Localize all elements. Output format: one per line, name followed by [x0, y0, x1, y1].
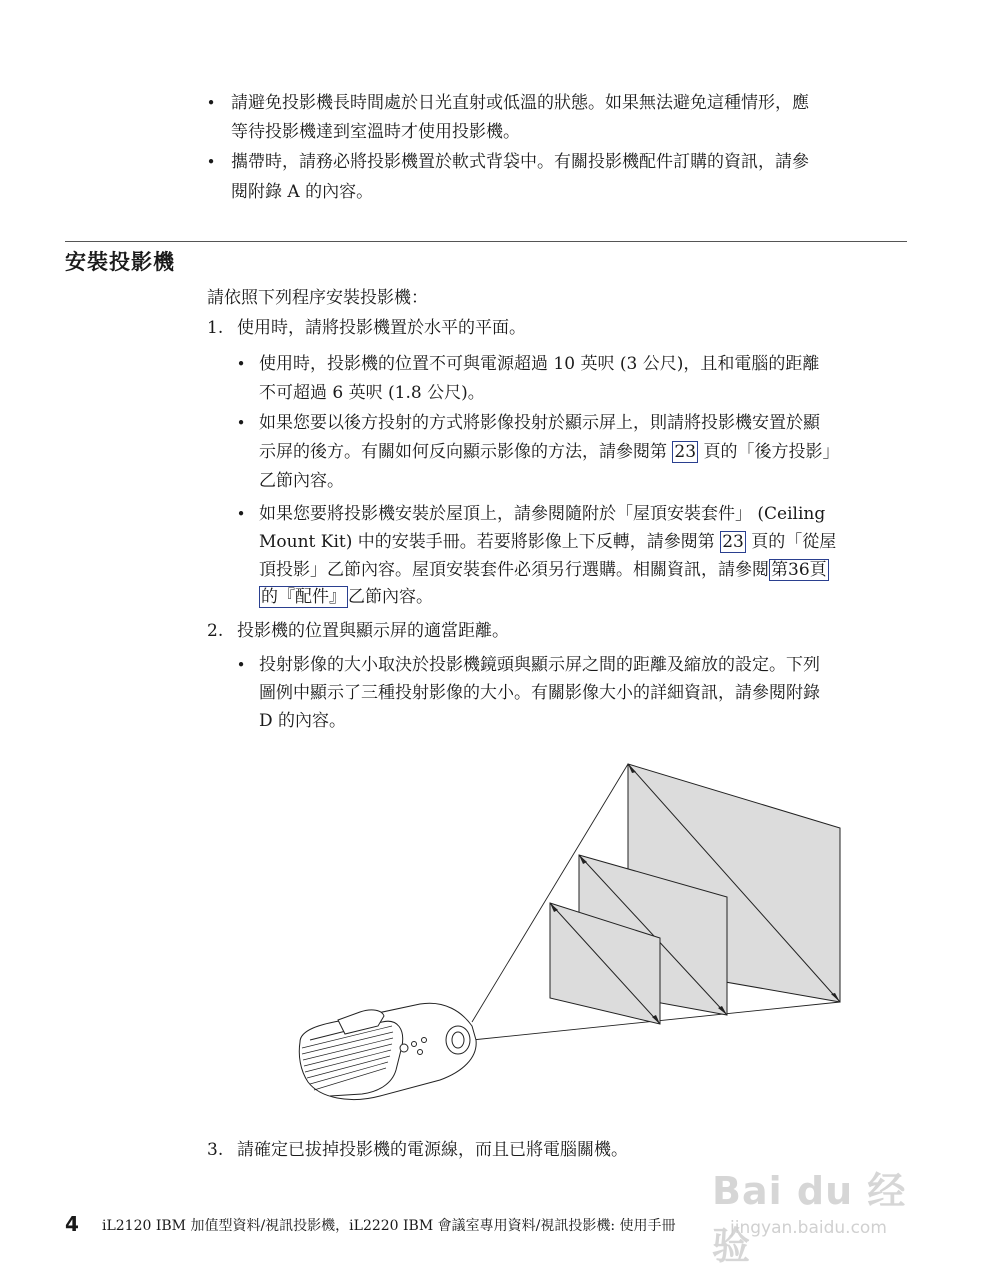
baidu-watermark-logo: Bai du 经验 — [712, 1169, 907, 1268]
step-3-text: 請確定已拔掉投影機的電源線，而且已將電腦關機。 — [237, 1140, 628, 1160]
baidu-watermark-url: jingyan.baidu.com — [730, 1218, 887, 1238]
bullet-dot: • — [206, 153, 216, 171]
page-23-link[interactable]: 23 — [674, 442, 697, 462]
accessories-link-part1[interactable]: 第36頁 — [771, 560, 827, 580]
step1-bullet1-line2: 不可超過 6 英呎 (1.8 公尺)。 — [259, 383, 485, 403]
bullet-dot: • — [236, 414, 246, 432]
text-segment: 示屏的後方。有關如何反向顯示影像的方法，請參閱第 — [259, 442, 673, 462]
page-23-link-ceiling[interactable]: 23 — [722, 532, 744, 552]
step2-bullet1-line3: D 的內容。 — [259, 711, 347, 731]
bullet-dot: • — [236, 656, 246, 674]
step-3-number: 3. — [207, 1140, 224, 1160]
page-number: 4 — [65, 1212, 79, 1236]
step-1-text: 使用時，請將投影機置於水平的平面。 — [237, 318, 526, 338]
top-bullet-2-line1: 攜帶時，請務必將投影機置於軟式背袋中。有關投影機配件訂購的資訊，請參 — [231, 152, 809, 172]
top-bullet-2-line2: 閱附錄 A 的內容。 — [231, 182, 374, 202]
text-segment: 頂投影」乙節內容。屋頂安裝套件必須另行選購。相關資訊，請參閱 — [259, 560, 769, 580]
bullet-dot: • — [236, 505, 246, 523]
step1-bullet3-line1: 如果您要將投影機安裝於屋頂上，請參閱隨附於「屋頂安裝套件」 (Ceiling — [259, 504, 826, 524]
bullet-dot: • — [236, 355, 246, 373]
step2-bullet1-line1: 投射影像的大小取決於投影機鏡頭與顯示屏之間的距離及縮放的設定。下列 — [259, 655, 820, 675]
footer-title: iL2120 IBM 加值型資料/視訊投影機，iL2220 IBM 會議室專用資料/視訊投影機: 使用手冊 — [102, 1218, 676, 1234]
text-segment: 乙節內容。 — [348, 587, 433, 607]
text-segment: 頁的「從屋 — [745, 532, 837, 552]
step-2-number: 2. — [207, 621, 224, 641]
top-bullet-1-line2: 等待投影機達到室溫時才使用投影機。 — [231, 122, 520, 142]
step-1-number: 1. — [207, 318, 224, 338]
accessories-link-part2[interactable]: 的『配件』 — [261, 587, 346, 607]
projector-illustration — [299, 1003, 476, 1099]
step1-bullet2-line1: 如果您要以後方投射的方式將影像投射於顯示屏上，則請將投影機安置於顯 — [259, 413, 820, 433]
step1-bullet1-line1: 使用時，投影機的位置不可與電源超過 10 英呎 (3 公尺)，且和電腦的距離 — [259, 354, 820, 374]
top-bullet-1-line1: 請避免投影機長時間處於日光直射或低溫的狀態。如果無法避免這種情形，應 — [231, 93, 809, 113]
section-title: 安裝投影機 — [65, 250, 175, 274]
text-segment: 頁的「後方投影」 — [698, 442, 840, 462]
section-intro: 請依照下列程序安裝投影機： — [207, 288, 428, 308]
bullet-dot: • — [206, 94, 216, 112]
step2-bullet1-line2: 圖例中顯示了三種投射影像的大小。有關影像大小的詳細資訊，請參閱附錄 — [259, 683, 820, 703]
step1-bullet2-line3: 乙節內容。 — [259, 471, 344, 491]
text-segment: Mount Kit) 中的安裝手冊。若要將影像上下反轉，請參閱第 — [259, 532, 721, 552]
step-2-text: 投影機的位置與顯示屏的適當距離。 — [237, 621, 509, 641]
